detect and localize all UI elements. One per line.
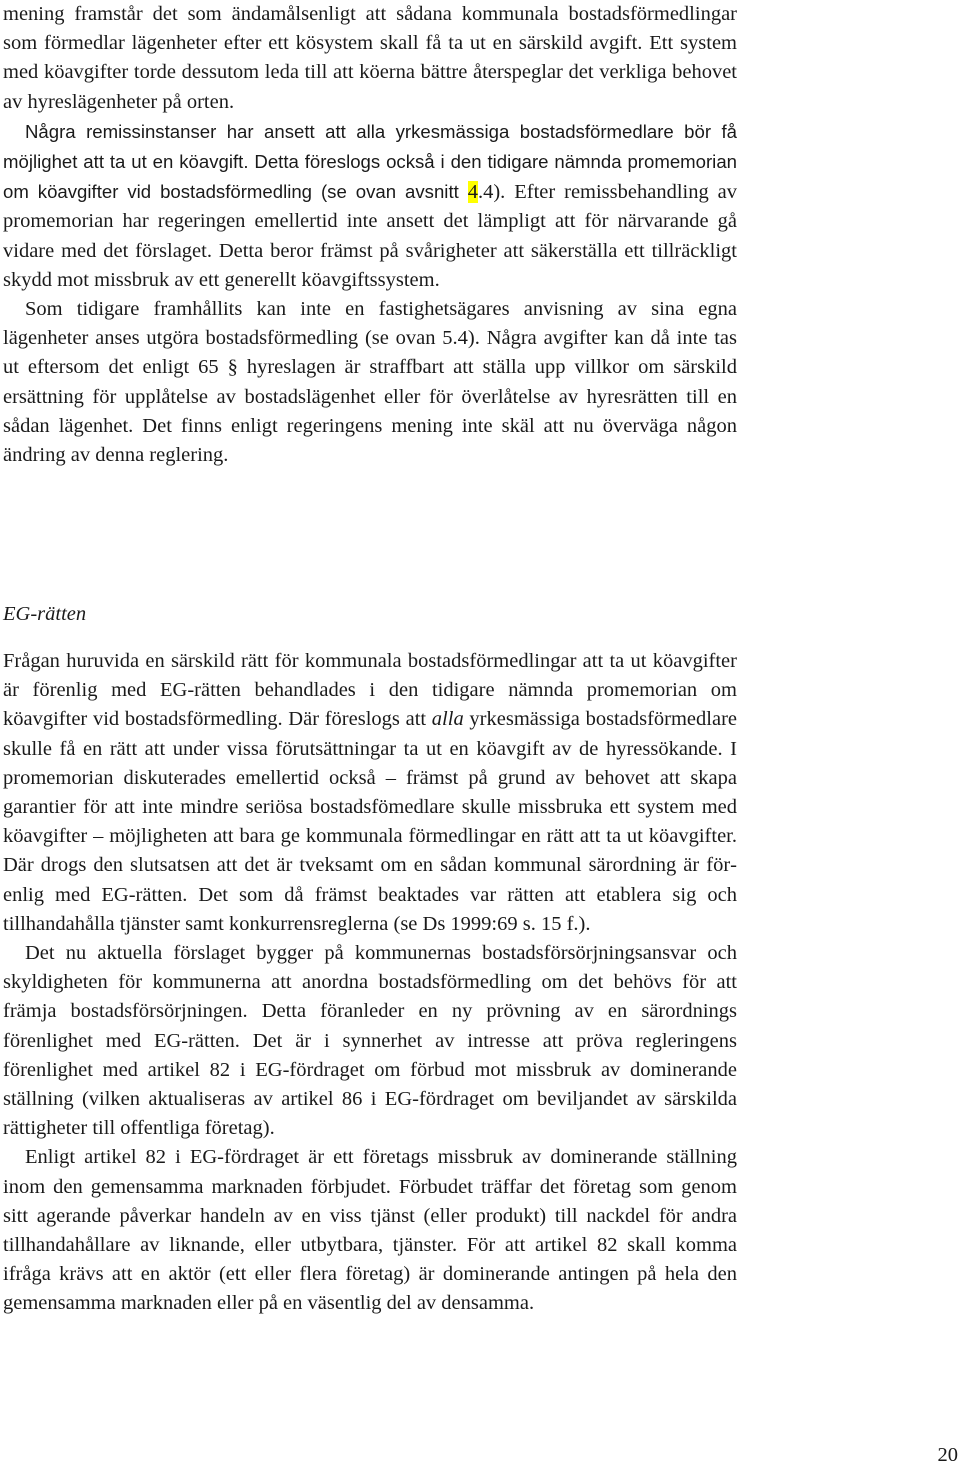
emphasis-alla: alla [431,708,464,731]
highlighted-section-number: 4 [467,181,478,204]
paragraph-sans-run: Några remissinstanser har ansett att alla yrkesmässiga bostadsförmedlare bör få möjlighet att ta ut en köavgift. Detta föreslogs också i den tidigare nämnda promemorian om köavgifter vid bostadsförmedling (se ovan avsnitt [3,120,737,203]
paragraph-eg-ratten-start: Frågan huruvida en särskild rätt för kommunala bostadsförmedlingar att ta ut köavgifter är förenlig med EG-rätten behandlades i den tidigare nämnda promemorian om köavgifter vid bostadsförmedling. Där föreslogs att [3,650,737,731]
paragraph-aktuella-forslaget: Det nu aktuella förslaget bygger på kommunernas bostadsförsörjningsansvar och skyldigheten för kommunerna att anordna bostadsförmedling om det behövs för att främja bostadsförsörjningen. Detta föranleder en ny prövning av en särordnings förenlighet med EG-rätten. Det är i synnerhet av intresse att pröva regleringens förenlighet med artikel 82 i EG-fördraget om förbud mot missbruk av dominerande ställning (vilken aktualiseras av artikel 86 i EG-fördraget om beviljandet av särskilda rättigheter till offentliga företag). [3,942,737,1140]
paragraph-artikel-82: Enligt artikel 82 i EG-fördraget är ett företags missbruk av dominerande ställning inom den gemensamma marknaden förbjudet. Förbudet träffar det företag som genom sitt agerande påverkar handeln av en viss tjänst (eller produkt) till nackdel för andra tillhandahållare av liknande, eller utbytbara, tjänster. För att artikel 82 skall komma ifråga krävs att en aktör (ett eller flera företag) är dominerande antingen på hela den gemensamma marknaden eller på en väsentlig del av densamma. [3,1146,737,1315]
paragraph-continuation: mening framstår det som ändamålsenligt att sådana kommunala bostadsförmedlingar som förmedlar lägenheter efter ett kösystem skall få ta ut en särskild avgift. Ett system med köavgifter torde dessutom leda till att köerna bättre återspeglar det verkliga behovet av hyreslägenheter på orten. [3,3,737,113]
paragraph-fastighetsagare: Som tidigare framhållits kan inte en fastighetsägares anvisning av sina egna lägenheter anses utgöra bostadsförmedling (se ovan 5.4). Några avgifter kan då inte tas ut eftersom det enligt 65 § hyreslagen är straffbart att ställa upp villkor om särskild ersättning för upplåtelse av bostadslägenhet eller för överlåtelse av hyresrätten till en sådan lägenhet. Det finns enligt regeringens mening inte skäl att nu överväga någon ändring av denna reglering. [3,298,737,467]
bottom-text-block [3,647,737,1319]
section-heading: EG-rätten [3,603,87,625]
page-number: 20 [937,1444,958,1466]
top-text-block [3,0,737,470]
paragraph-remissinstanser [3,117,737,295]
paragraph-remissinstanser-rest: .4). Efter remissbehandling av promemorian har regeringen emellertid inte ansett det lämpligt att för närvarande gå vidare med det förslaget. Detta beror främst på svårigheter att säkerställa ett tillräckligt skydd mot missbruk av ett generellt köavgiftssystem. [3,181,737,291]
paragraph-eg-ratten-rest: yrkesmässiga bostadsförmedlare skulle få en rätt att under vissa förutsättningar ta ut en köavgift av de hyressökande. I promemorian diskuterades emellertid också – främst på grund av behovet att skapa garantier för att inte mindre seriösa bostadsfömedlare skulle missbruka ett system med köavgifter – möjligheten att bara ge kommunala förmedlingar en rätt att ta ut köavgifter. Där drogs den slutsatsen att det är tveksamt om en sådan kommunal särordning är förenlig med EG-rätten. Det som då främst beaktades var rätten att etablera sig och tillhandahålla tjänster samt konkurrensreglerna (se Ds 1999:69 s. 15 f.). [3,708,737,935]
paragraph-eg-ratten [3,647,737,939]
